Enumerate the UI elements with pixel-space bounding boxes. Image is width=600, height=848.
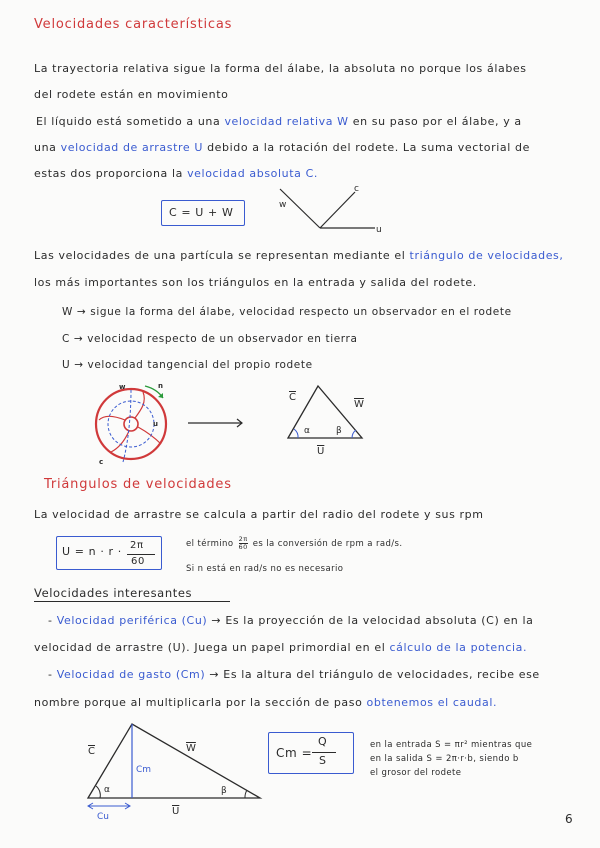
intro-line-5: estas dos proporciona la velocidad absoluta C.	[34, 167, 318, 180]
tri2-label-cm: Cm	[136, 765, 152, 775]
velocity-triangle-1	[280, 380, 380, 460]
absolute-velocity-term: velocidad absoluta C.	[187, 167, 318, 180]
tri2-label-cu: Cu	[97, 812, 109, 822]
section-title-underline	[34, 601, 230, 602]
tri2-label-c: C	[88, 746, 95, 757]
impeller-blade-4	[138, 427, 161, 444]
tri1-label-u: U	[317, 446, 325, 457]
formula-cm-note-3: el grosor del rodete	[370, 768, 462, 778]
relative-velocity-term: velocidad relativa W	[224, 115, 349, 128]
tri1-label-c: C	[289, 392, 296, 403]
note-fraction: $\frac{2\pi}{60}$	[238, 535, 248, 551]
tri2-alpha-arc	[96, 786, 100, 798]
list-item-c: C → velocidad respecto de un observador en tierra	[62, 333, 358, 345]
formula-cm-note-2: en la salida S = 2π·r·b, siendo b	[370, 754, 519, 764]
tri2-beta-arc	[245, 790, 247, 798]
intro-line-2: del rodete están en movimiento	[34, 88, 229, 101]
formula-cm-numerator: Q	[318, 735, 328, 748]
tri2-label-u: U	[172, 806, 180, 817]
formula-u-left: U = n · r ·	[62, 545, 122, 558]
tri2-label-beta: β	[221, 786, 227, 796]
vector-diagram-1	[275, 180, 385, 235]
intro-line-4: una velocidad de arrastre U debido a la rotación del rodete. La suma vectorial de	[34, 141, 530, 154]
transition-arrow	[186, 418, 246, 428]
tri1-label-w: W	[354, 399, 364, 410]
tri1-label-alpha: α	[304, 426, 310, 436]
tri1-label-beta: β	[336, 426, 342, 436]
list-item-u: U → velocidad tangencial del propio rodete	[62, 359, 313, 371]
impeller-label-c: c	[99, 458, 104, 466]
cu-line-2: velocidad de arrastre (U). Juega un papel primordial en el cálculo de la potencia.	[34, 641, 528, 654]
page-number: 6	[565, 812, 574, 826]
flow-term: obtenemos el caudal.	[366, 696, 498, 709]
impeller-blade-2	[99, 416, 125, 420]
velocity-triangle-term: triángulo de velocidades,	[409, 249, 564, 262]
triangles-intro-line-2: los más importantes son los triángulos en la entrada y salida del rodete.	[34, 276, 477, 289]
impeller-sketch	[95, 380, 175, 470]
list-item-w: W → sigue la forma del álabe, velocidad respecto un observador en el rodete	[62, 306, 512, 318]
formula-u-note-1: el término $\frac{2\pi}{60}$ es la conversión de rpm a rad/s.	[186, 535, 403, 551]
page-title: Velocidades características	[34, 17, 233, 32]
label-c: c	[354, 184, 359, 194]
formula-u-note-2: Si n está en rad/s no es necesario	[186, 564, 344, 574]
formula-u-denominator: 60	[131, 556, 145, 567]
power-calc-term: cálculo de la potencia.	[389, 641, 528, 654]
formula-cm-note-1: en la entrada S = πr² mientras que	[370, 740, 533, 750]
cu-label: Velocidad periférica (Cu)	[56, 614, 208, 627]
alpha-arc	[294, 429, 298, 438]
label-u: u	[376, 225, 382, 235]
intro-line-3: El líquido está sometido a una velocidad relativa W en su paso por el álabe, y a	[36, 115, 522, 128]
formula-vector-sum: C = U + W	[169, 206, 234, 219]
section-title-triangles: Triángulos de velocidades	[44, 477, 232, 492]
tri2-label-alpha: α	[104, 785, 110, 795]
impeller-label-n: n	[158, 382, 163, 390]
impeller-blade-1	[135, 392, 144, 418]
section-triangles-text: La velocidad de arrastre se calcula a partir del radio del rodete y sus rpm	[34, 508, 484, 521]
cm-line-2: nombre porque al multiplicarla por la sección de paso obtenemos el caudal.	[34, 696, 498, 709]
drag-velocity-term: velocidad de arrastre U	[60, 141, 203, 154]
velocity-triangle-2	[80, 718, 270, 823]
impeller-blade-3	[111, 431, 129, 452]
cm-line-1: - Velocidad de gasto (Cm) → Es la altura del triángulo de velocidades, recibe ese	[48, 668, 540, 681]
vector-c	[320, 192, 355, 228]
impeller-label-u: u	[153, 420, 158, 428]
cm-label: Velocidad de gasto (Cm)	[56, 668, 206, 681]
impeller-hub	[124, 417, 138, 431]
intro-line-1: La trayectoria relativa sigue la forma del álabe, la absoluta no porque los álabes	[34, 62, 527, 75]
formula-cm-left: Cm =	[276, 746, 313, 760]
impeller-label-w: w	[119, 383, 126, 391]
formula-cm-fraction-bar	[312, 752, 336, 753]
formula-u-numerator: 2π	[130, 540, 144, 551]
cu-line-1: - Velocidad periférica (Cu) → Es la proyección de la velocidad absoluta (C) en la	[48, 614, 534, 627]
triangles-intro-line-1: Las velocidades de una partícula se representan mediante el triángulo de velocidades,	[34, 249, 564, 262]
section-title-interesting: Velocidades interesantes	[34, 586, 193, 600]
formula-cm-denominator: S	[319, 754, 327, 767]
tri2-label-w: W	[186, 743, 196, 754]
label-w: w	[279, 200, 287, 210]
